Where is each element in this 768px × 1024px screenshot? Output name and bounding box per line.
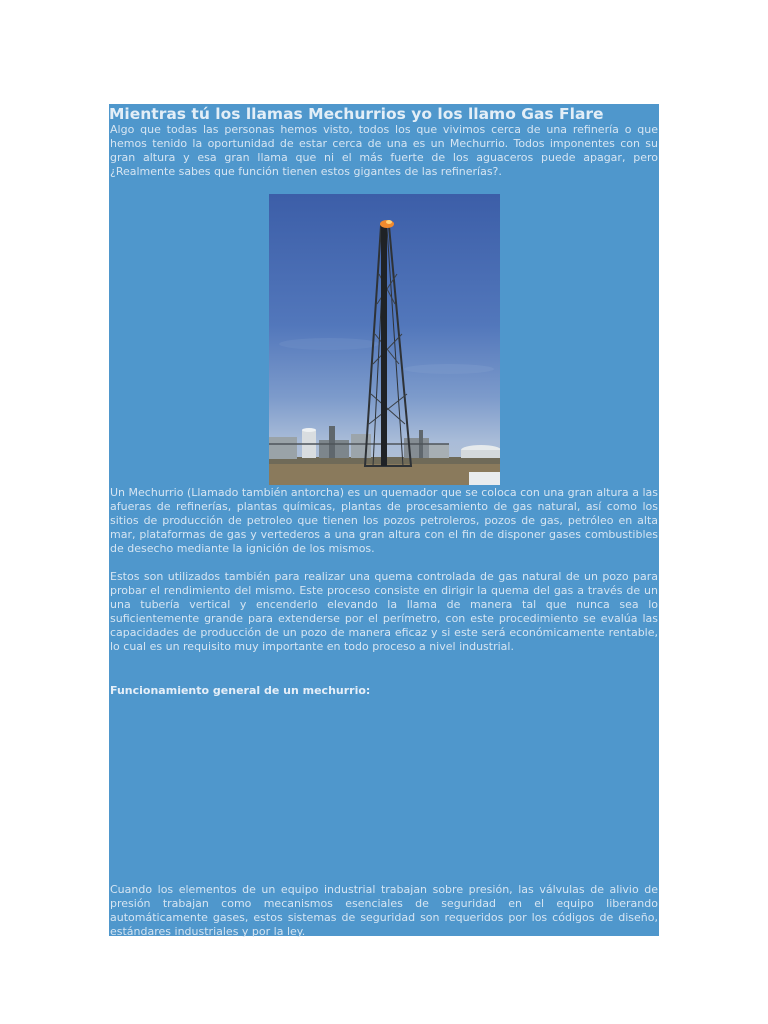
section-subheading: Funcionamiento general de un mechurrio: [110, 684, 371, 697]
pressure-paragraph: Cuando los elementos de un equipo industrial trabajan sobre presión, las válvulas de alivio de presión trabajan como mecanismos esenciales de seguridad en el equipo liberando automáticamente gases, estos sistemas de seguridad son requeridos por los códigos de diseño, estándares industriales y por la ley. [110, 883, 658, 938]
gas-flare-photo [269, 194, 500, 485]
article-title: Mientras tú los llamas Mechurrios yo los llamo Gas Flare [109, 105, 604, 123]
definition-paragraph: Un Mechurrio (Llamado también antorcha) es un quemador que se coloca con una gran altura a las afueras de refinerías, plantas químicas, plantas de procesamiento de gas natural, así como los sitios de producción de petroleo que tienen los pozos petroleros, pozos de gas, petróleo en alta mar, plataformas de gas y vertederos a una gran altura con el fin de disponer gases combustibles de desecho mediante la ignición de los mismos. [110, 486, 658, 555]
article-panel [109, 104, 659, 936]
intro-paragraph: Algo que todas las personas hemos visto, todos los que vivimos cerca de una refinería o que hemos tenido la oportunidad de estar cerca de una es un Mechurrio. Todos imponentes con su gran altura y esa gran llama que ni el más fuerte de los aguaceros puede apagar, pero ¿Realmente sabes que función tienen estos gigantes de las refinerías?. [110, 123, 658, 178]
uses-paragraph: Estos son utilizados también para realizar una quema controlada de gas natural de un pozo para probar el rendimiento del mismo. Este proceso consiste en dirigir la quema del gas a través de un una tubería vertical y encenderlo elevando la llama de manera tal que nunca sea lo suficientemente grande para extenderse por el perímetro, con este procedimiento se evalúa las capacidades de producción de un pozo de manera eficaz y si este será económicamente rentable, lo cual es un requisito muy importante en todo proceso a nivel industrial. [110, 570, 658, 653]
flare-stack-illustration [269, 194, 500, 485]
